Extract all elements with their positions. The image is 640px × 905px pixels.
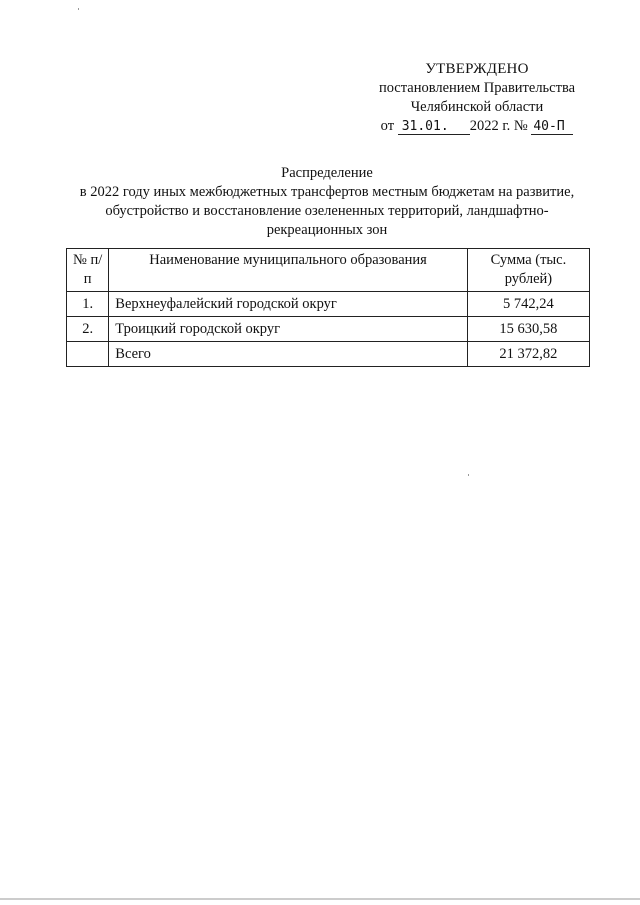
scan-border-line — [0, 898, 640, 900]
total-label: Всего — [109, 342, 468, 367]
total-num — [67, 342, 109, 367]
total-sum: 21 372,82 — [467, 342, 589, 367]
table-row — [67, 292, 590, 317]
title-line-4: рекреационных зон — [266, 222, 388, 238]
date-value: 31.01. — [398, 120, 470, 135]
scan-speck — [78, 8, 79, 10]
header-num: № п/п — [67, 249, 109, 292]
title-line-1: Распределение — [281, 165, 373, 181]
year-text: 2022 г. № — [469, 118, 528, 134]
table-header-row — [67, 249, 590, 292]
header-sum: Сумма (тыс. рублей) — [467, 249, 589, 292]
document-title — [60, 164, 594, 240]
distribution-table — [66, 248, 590, 367]
approval-heading: УТВЕРЖДЕНО — [425, 61, 529, 77]
date-prefix: от — [380, 118, 395, 134]
title-line-2: в 2022 году иных межбюджетных трансфертов местным бюджетам на развитие, — [79, 184, 575, 200]
approval-date-line — [372, 117, 582, 136]
approval-line-1: постановлением Правительства — [378, 80, 576, 96]
header-name: Наименование муниципального образования — [109, 249, 468, 292]
row-sum: 5 742,24 — [467, 292, 589, 317]
title-line-3: обустройство и восстановление озелененных территорий, ландшафтно- — [105, 203, 549, 219]
approval-line-2: Челябинской области — [410, 99, 544, 115]
scan-speck — [468, 474, 469, 476]
table-total-row — [67, 342, 590, 367]
row-name: Верхнеуфалейский городской округ — [109, 292, 468, 317]
approval-block — [372, 60, 582, 136]
row-num: 2. — [67, 317, 109, 342]
row-name: Троицкий городской округ — [109, 317, 468, 342]
table-row — [67, 317, 590, 342]
row-sum: 15 630,58 — [467, 317, 589, 342]
row-num: 1. — [67, 292, 109, 317]
decree-number: 40-П — [531, 120, 573, 135]
